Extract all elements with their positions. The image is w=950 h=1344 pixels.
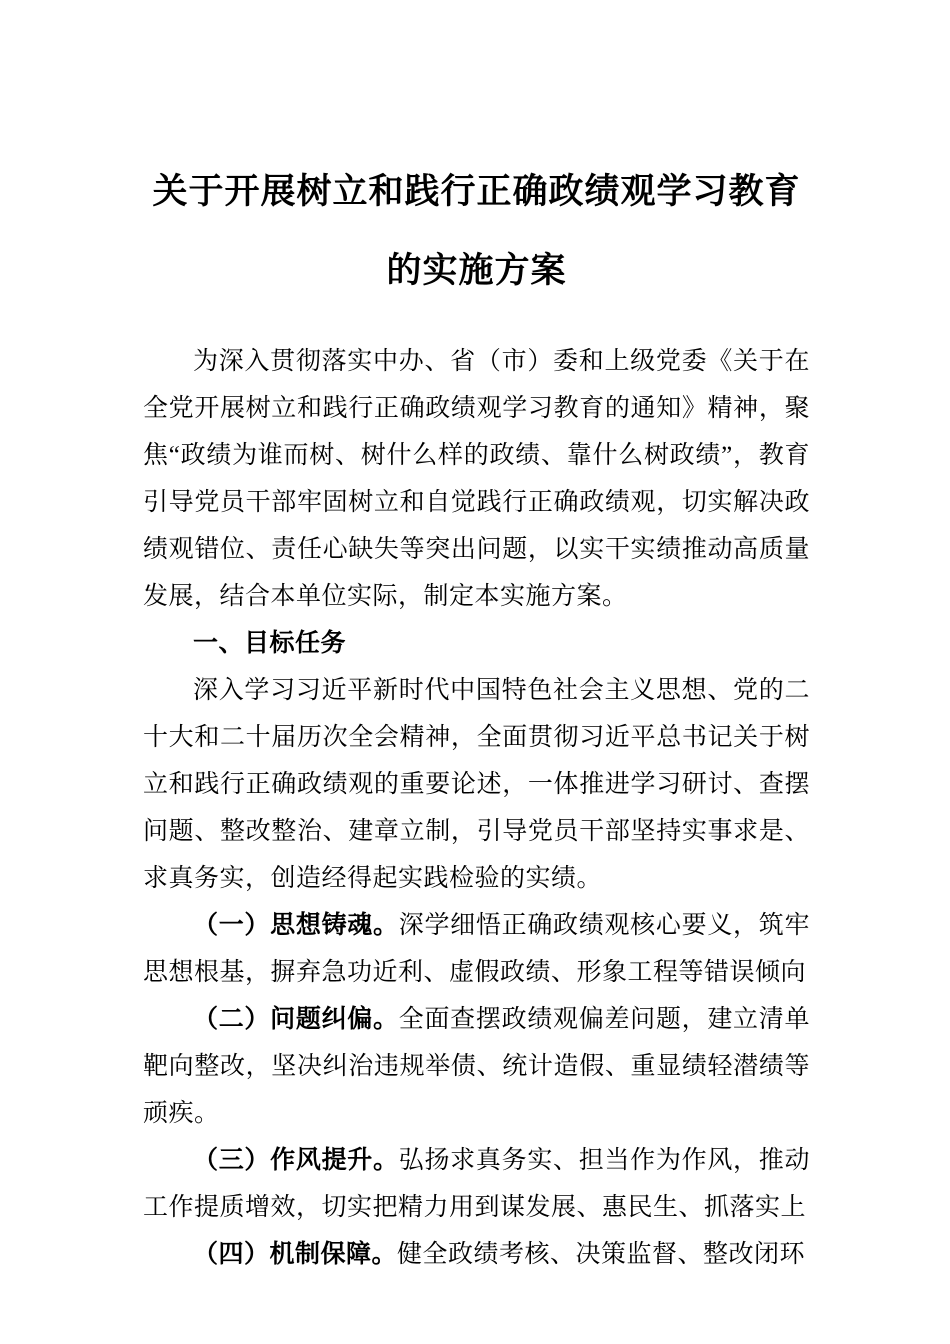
- document-title-line-1: 关于开展树立和践行正确政绩观学习教育: [152, 172, 801, 211]
- paragraph-intro: 为深入贯彻落实中办、省（市）委和上级党委《关于在全党开展树立和践行正确政绩观学习教育的通知》精神，聚焦“政绩为谁而树、树什么样的政绩、靠什么树政绩”，教育引导党员干部牢固树立和自觉践行正确政绩观，切实解决政绩观错位、责任心缺失等突出问题，以实干实绩推动高质量发展，结合本单位实际，制定本实施方案。: [143, 348, 810, 610]
- section-heading-1: 一、目标任务: [193, 630, 347, 657]
- item-2-lead: （二）问题纠偏。: [193, 1006, 399, 1033]
- document-title-line-2: 的实施方案: [386, 251, 567, 290]
- item-1-lead: （一）思想铸魂。: [193, 912, 399, 939]
- paragraph-item-2: [143, 996, 810, 1137]
- item-2-text: 全面查摆政绩观偏差问题，建立清单靶向整改，坚决纠治违规举债、统计造假、重显绩轻潜绩等顽疾。: [143, 1006, 810, 1127]
- item-4-lead: （四）机制保障。: [193, 1241, 398, 1268]
- document-body: [143, 338, 810, 1278]
- paragraph-section1-intro: 深入学习习近平新时代中国特色社会主义思想、党的二十大和二十届历次全会精神，全面贯彻习近平总书记关于树立和践行正确政绩观的重要论述，一体推进学习研讨、查摆问题、整改整治、建章立制，引导党员干部坚持实事求是、求真务实，创造经得起实践检验的实绩。: [143, 677, 810, 892]
- paragraph-item-1: [143, 902, 810, 996]
- document-title: [143, 152, 810, 310]
- item-3-text: 弘扬求真务实、担当作为作风，推动工作提质增效，切实把精力用到谋发展、惠民生、抓落实上: [143, 1147, 810, 1221]
- item-1-text: 深学细悟正确政绩观核心要义，筑牢思想根基，摒弃急功近利、虚假政绩、形象工程等错误倾向: [143, 912, 810, 986]
- paragraph-item-3: [143, 1137, 810, 1231]
- item-4-text: 健全政绩考核、决策监督、整改闭环: [397, 1241, 806, 1268]
- item-3-lead: （三）作风提升。: [193, 1147, 399, 1174]
- paragraph-item-4: [143, 1231, 810, 1278]
